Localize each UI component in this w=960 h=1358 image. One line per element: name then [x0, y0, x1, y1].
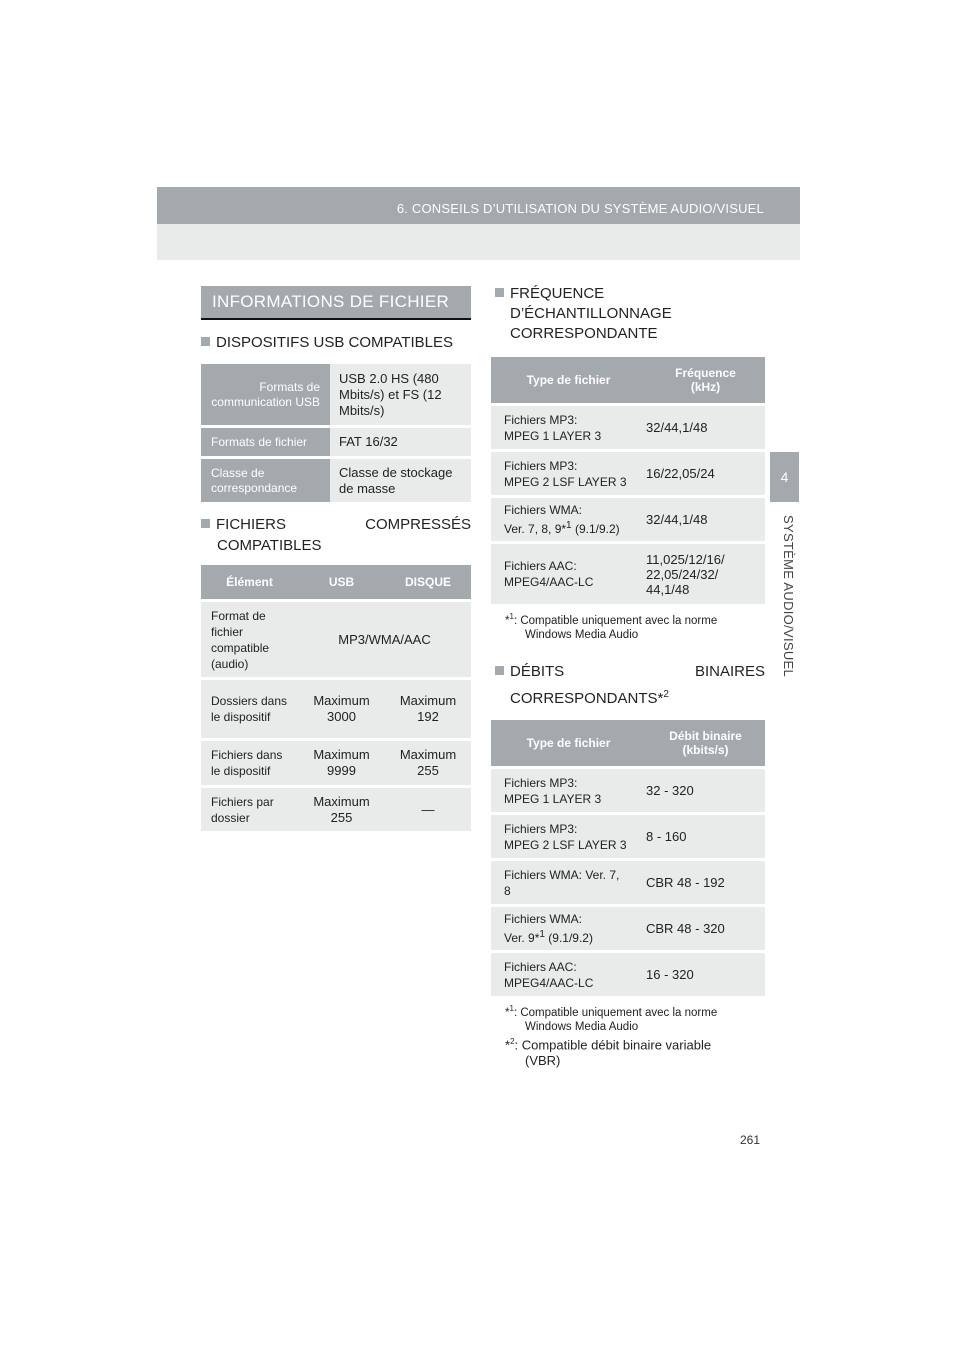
table-row — [491, 406, 765, 449]
table-row — [201, 428, 471, 456]
bitrate-value: 16 - 320 — [646, 953, 765, 996]
chapter-title: 6. CONSEILS D’UTILISATION DU SYSTÈME AUDIO/VISUEL — [396, 201, 764, 216]
sampling-heading: FRÉQUENCE D’ÉCHANTILLONNAGE CORRESPONDANTE — [495, 284, 765, 344]
disc-value: Maximum 192 — [385, 680, 471, 738]
bitrates-heading: DÉBITS BINAIRES — [495, 662, 765, 682]
frequency-value: 11,025/12/16/ 22,05/24/32/ 44,1/48 — [646, 544, 765, 604]
table-row — [201, 680, 471, 738]
table-row — [491, 815, 765, 858]
bitrates-footnote-1: *$^1$: Compatible uniquement avec la norme Windows Media Audio — [505, 1004, 718, 1033]
sampling-table — [491, 357, 765, 604]
row-label: Fichiers par dossier — [201, 788, 298, 831]
usb-value: Maximum 3000 — [298, 680, 385, 738]
table-header-row — [201, 565, 471, 599]
row-label: Dossiers dans le dispositif — [201, 680, 298, 738]
bitrate-value: 8 - 160 — [646, 815, 765, 858]
frequency-value: 32/44,1/48 — [646, 498, 765, 541]
table-row — [491, 907, 765, 950]
table-value: Classe de stockage de masse — [330, 459, 471, 502]
table-key: Classe de correspondance — [201, 459, 330, 502]
column-header: Type de fichier — [526, 373, 611, 387]
table-header-row — [491, 357, 765, 403]
table-row — [201, 741, 471, 785]
column-header: Fréquence (kHz) — [675, 366, 736, 394]
square-bullet-icon — [201, 519, 210, 528]
chapter-number-tab: 4 — [770, 452, 799, 502]
bitrate-value: CBR 48 - 192 — [646, 861, 765, 904]
usb-value: Maximum 9999 — [298, 741, 385, 785]
column-header: Débit binaire (kbits/s) — [669, 729, 742, 757]
table-row — [491, 544, 765, 604]
table-value: FAT 16/32 — [330, 428, 471, 456]
table-key: Formats de communication USB — [201, 364, 330, 425]
column-header: DISQUE — [404, 575, 451, 589]
compressed-files-heading-line2: COMPATIBLES — [217, 537, 322, 554]
file-type: Fichiers AAC: MPEG4/AAC-LC — [491, 544, 646, 604]
column-header: USB — [328, 575, 355, 589]
column-header: Élément — [226, 575, 273, 589]
usb-devices-heading: DISPOSITIFS USB COMPATIBLES — [201, 333, 471, 353]
header-underband — [157, 224, 800, 260]
file-type: Fichiers MP3: MPEG 1 LAYER 3 — [491, 769, 646, 812]
row-label: Fichiers dans le dispositif — [201, 741, 298, 785]
table-header-row — [491, 720, 765, 766]
square-bullet-icon — [495, 666, 504, 675]
table-row — [491, 953, 765, 996]
section-title: INFORMATIONS DE FICHIER — [201, 286, 471, 320]
file-type: Fichiers WMA: Ver. 9*$^1$ (9.1/9.2) — [491, 907, 646, 950]
file-type: Fichiers MP3: MPEG 2 LSF LAYER 3 — [491, 452, 646, 495]
table-row — [491, 452, 765, 495]
usb-value: Maximum 255 — [298, 788, 385, 831]
table-row — [201, 602, 471, 677]
table-row — [491, 769, 765, 812]
file-type: Fichiers MP3: MPEG 1 LAYER 3 — [491, 406, 646, 449]
file-type: Fichiers WMA: Ver. 7, 8, 9*$^1$ (9.1/9.2) — [491, 498, 646, 541]
table-row — [491, 861, 765, 904]
file-type: Fichiers WMA: Ver. 7, 8 — [491, 861, 646, 904]
bitrate-value: CBR 48 - 320 — [646, 907, 765, 950]
page-number: 261 — [740, 1133, 761, 1147]
compressed-files-table — [201, 565, 471, 831]
row-value: MP3/WMA/AAC — [298, 602, 471, 677]
table-key: Formats de fichier — [201, 428, 330, 456]
bitrates-table — [491, 720, 765, 996]
chapter-side-label: SYSTÈME AUDIO/VISUEL — [781, 515, 796, 678]
compressed-files-heading: FICHIERS COMPRESSÉS — [201, 515, 471, 535]
bitrates-footnote-2: *$^2$: Compatible débit binaire variable (VBR) — [505, 1037, 712, 1069]
disc-value: — — [385, 788, 471, 831]
row-label: Format de fichier compatible (audio) — [201, 602, 298, 677]
sampling-footnote: *$^1$: Compatible uniquement avec la norme Windows Media Audio — [505, 612, 718, 641]
column-header: Type de fichier — [526, 736, 611, 750]
file-type: Fichiers MP3: MPEG 2 LSF LAYER 3 — [491, 815, 646, 858]
bitrates-heading-line2: CORRESPONDANTS*$^2$ — [510, 689, 669, 707]
table-row — [201, 364, 471, 425]
bitrate-value: 32 - 320 — [646, 769, 765, 812]
table-row — [201, 459, 471, 502]
table-row — [491, 498, 765, 541]
table-row — [201, 788, 471, 831]
file-type: Fichiers AAC: MPEG4/AAC-LC — [491, 953, 646, 996]
table-value: USB 2.0 HS (480 Mbits/s) et FS (12 Mbits/s) — [330, 364, 471, 425]
square-bullet-icon — [495, 288, 504, 297]
usb-devices-table — [201, 364, 471, 502]
chapter-header — [157, 187, 800, 224]
disc-value: Maximum 255 — [385, 741, 471, 785]
frequency-value: 16/22,05/24 — [646, 452, 765, 495]
square-bullet-icon — [201, 337, 210, 346]
frequency-value: 32/44,1/48 — [646, 406, 765, 449]
